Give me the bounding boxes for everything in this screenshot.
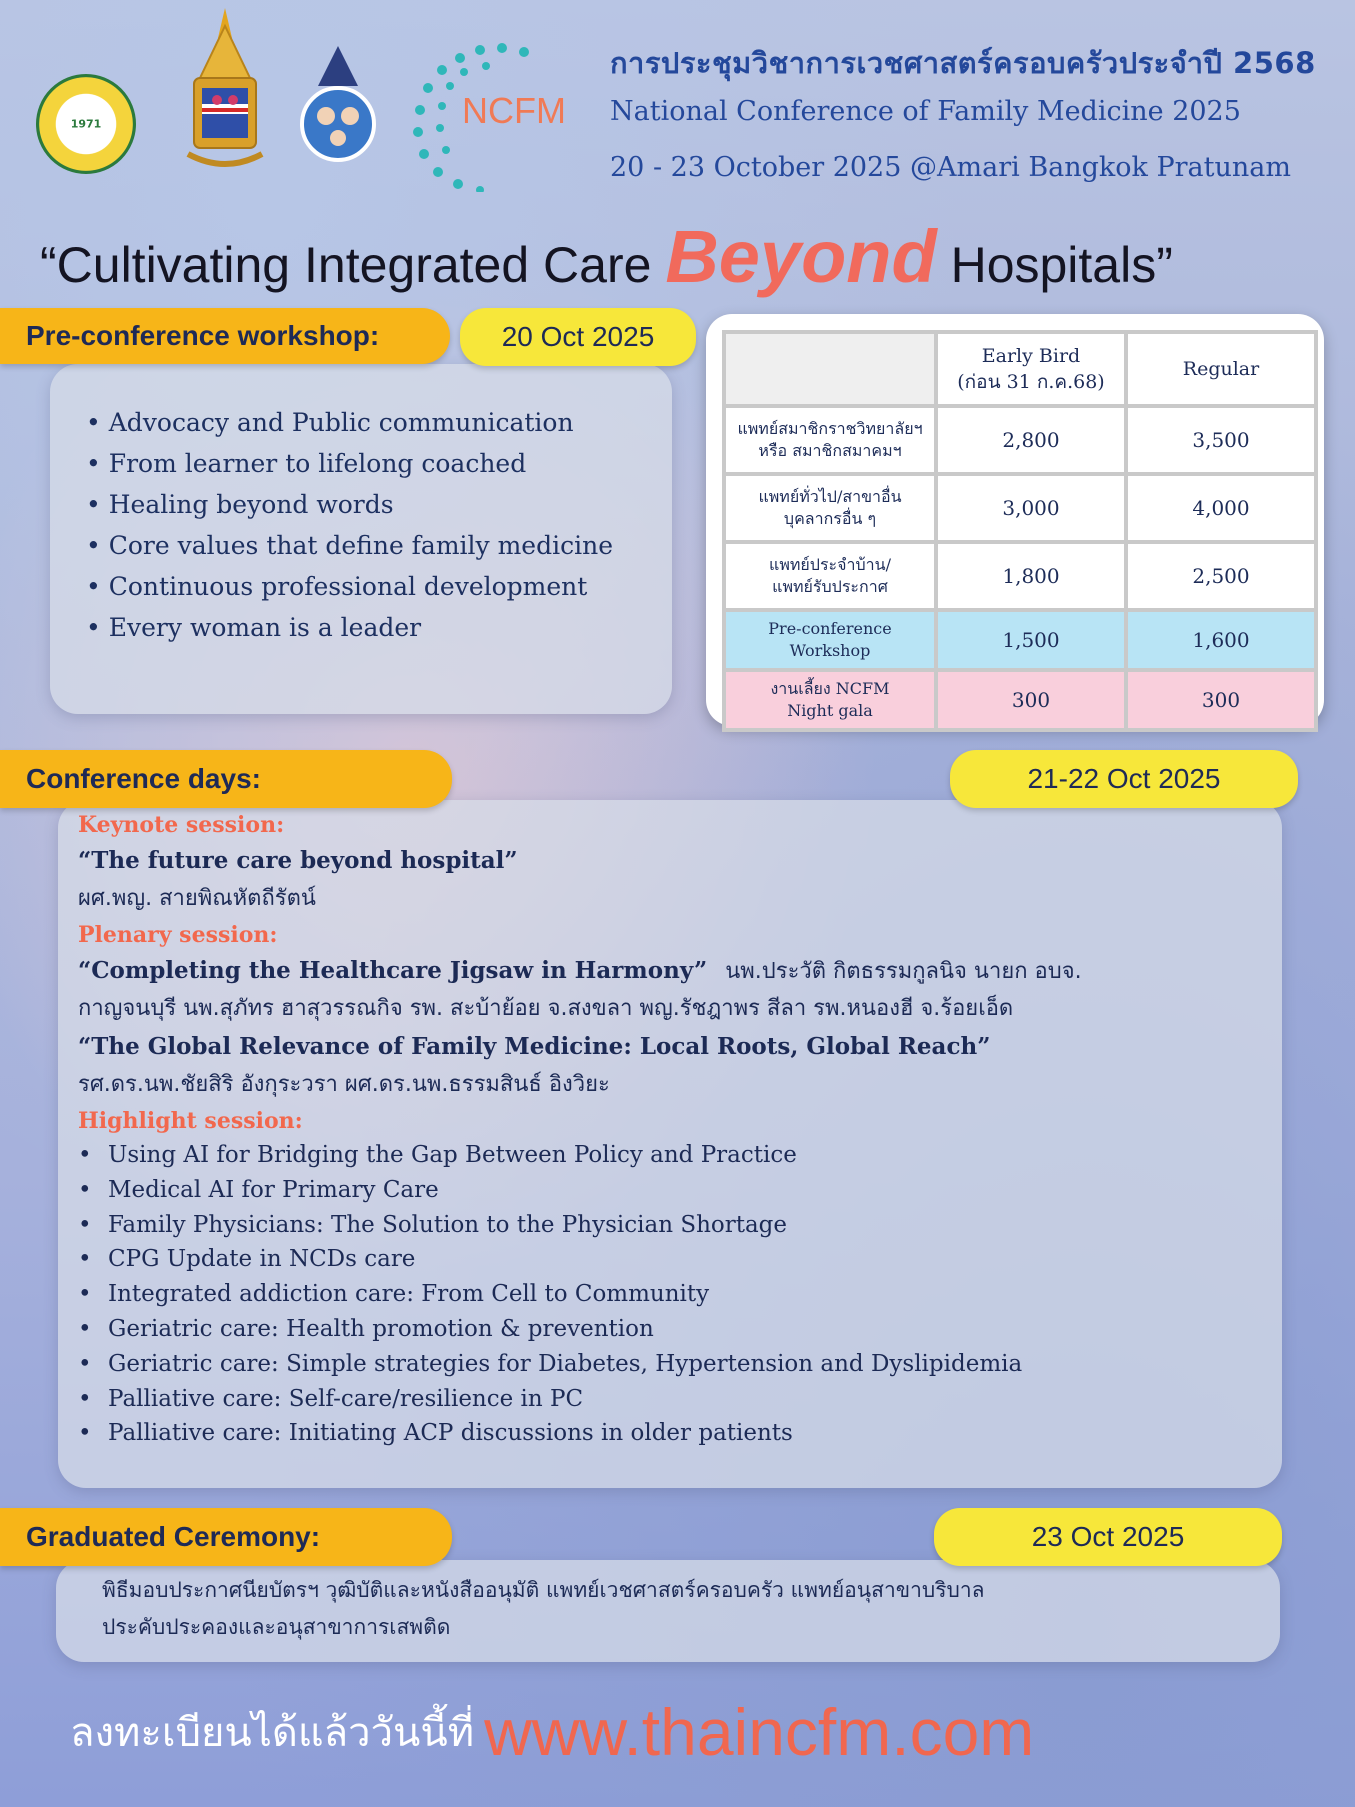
highlight-item: • CPG Update in NCDs care — [78, 1242, 1268, 1277]
conference-date: 21-22 Oct 2025 — [950, 750, 1298, 808]
workshop-item: • Advocacy and Public communication — [86, 402, 613, 443]
theme-open-quote: “ — [40, 237, 57, 293]
pricing-regular-value: 4,000 — [1128, 476, 1314, 540]
ncfm-logo — [402, 40, 588, 192]
gpfp-association-logo — [36, 74, 136, 174]
society-logo — [298, 46, 378, 168]
gpfp-logo-year: 1971 — [70, 117, 102, 131]
plenary1-title: “Completing the Healthcare Jigsaw in Harmony” — [78, 957, 708, 984]
conference-label: Conference days: — [0, 750, 452, 808]
register-text: ลงทะเบียนได้แล้ววันนี้ที่ — [70, 1710, 475, 1756]
pricing-row-label: แพทย์ประจำบ้าน/ แพทย์รับประกาศ — [726, 544, 934, 608]
plenary-session-1 — [78, 952, 1268, 990]
conference-date-venue: 20 - 23 October 2025 @Amari Bangkok Pratunam — [610, 152, 1291, 183]
theme-close-quote: ” — [1156, 237, 1173, 293]
pricing-row-label: Pre-conference Workshop — [726, 612, 934, 668]
pricing-row — [726, 408, 1314, 472]
workshop-item: • Continuous professional development — [86, 566, 613, 607]
highlight-item: • Geriatric care: Simple strategies for Diabetes, Hypertension and Dyslipidemia — [78, 1347, 1268, 1382]
workshop-item: • Core values that define family medicine — [86, 525, 613, 566]
registration-footer — [70, 1694, 1320, 1770]
workshop-item: • Healing beyond words — [86, 484, 613, 525]
plenary2-speakers: รศ.ดร.นพ.ชัยสิริ อังกุระวรา ผศ.ดร.นพ.ธรรมสินธ์ อิงวิยะ — [78, 1072, 610, 1097]
conference-content — [78, 808, 1268, 1451]
highlight-item: • Medical AI for Primary Care — [78, 1173, 1268, 1208]
pricing-header-blank — [726, 334, 934, 404]
theme-part2: Hospitals — [936, 237, 1157, 293]
graduation-line-1: พิธีมอบประกาศนียบัตรฯ วุฒิบัติและหนังสืออนุมัติ แพทย์เวชศาสตร์ครอบครัว แพทย์อนุสาขาบริบาล — [102, 1578, 985, 1602]
pricing-row — [726, 544, 1314, 608]
pricing-regular-value: 3,500 — [1128, 408, 1314, 472]
pricing-table-card — [706, 314, 1324, 726]
workshop-item: • From learner to lifelong coached — [86, 443, 613, 484]
registration-link[interactable]: www.thaincfm.com — [484, 1695, 1035, 1769]
pricing-header-early — [938, 334, 1124, 404]
pricing-early-value: 3,000 — [938, 476, 1124, 540]
pricing-row-label: งานเลี้ยง NCFM Night gala — [726, 672, 934, 728]
pricing-early-value: 1,800 — [938, 544, 1124, 608]
highlight-list — [78, 1138, 1268, 1451]
highlight-item: • Palliative care: Initiating ACP discussions in older patients — [78, 1416, 1268, 1451]
theme-part1: Cultivating Integrated Care — [56, 237, 666, 293]
highlight-item: • Geriatric care: Health promotion & prevention — [78, 1312, 1268, 1347]
early-bird-deadline: (ก่อน 31 ก.ค.68) — [957, 371, 1105, 393]
pricing-regular-value: 2,500 — [1128, 544, 1314, 608]
pricing-early-value: 2,800 — [938, 408, 1124, 472]
graduation-label: Graduated Ceremony: — [0, 1508, 452, 1566]
plenary-label: Plenary session: — [78, 922, 278, 948]
pricing-row-label: แพทย์ทั่วไป/สาขาอื่น บุคลากรอื่น ๆ — [726, 476, 934, 540]
pricing-header-regular: Regular — [1128, 334, 1314, 404]
highlight-label: Highlight session: — [78, 1108, 303, 1134]
keynote-title: “The future care beyond hospital” — [78, 847, 518, 874]
royal-college-logo — [180, 8, 270, 170]
graduation-description — [102, 1572, 1272, 1646]
keynote-speaker: ผศ.พญ. สายพิณหัตถีรัตน์ — [78, 886, 316, 911]
workshop-item: • Every woman is a leader — [86, 607, 613, 648]
theme-slogan — [40, 214, 1330, 299]
theme-highlight: Beyond — [665, 215, 937, 298]
pricing-regular-value: 300 — [1128, 672, 1314, 728]
preconference-label: Pre-conference workshop: — [0, 308, 450, 364]
pricing-early-value: 300 — [938, 672, 1124, 728]
preconference-date: 20 Oct 2025 — [460, 308, 696, 366]
pricing-early-value: 1,500 — [938, 612, 1124, 668]
pricing-row-label: แพทย์สมาชิกราชวิทยาลัยฯ หรือ สมาชิกสมาคมฯ — [726, 408, 934, 472]
plenary1-speakers-cont: กาญจนบุรี นพ.สุภัทร ฮาสุวรรณกิจ รพ. สะบ้าย้อย จ.สงขลา พญ.รัชฎาพร สีลา รพ.หนองฮี จ.ร้อยเอ็ด — [78, 996, 1014, 1021]
highlight-item: • Integrated addiction care: From Cell to Community — [78, 1277, 1268, 1312]
graduation-date: 23 Oct 2025 — [934, 1508, 1282, 1566]
graduation-line-2: ประคับประคองและอนุสาขาการเสพติด — [102, 1615, 451, 1639]
keynote-label: Keynote session: — [78, 812, 285, 838]
highlight-item: • Using AI for Bridging the Gap Between Policy and Practice — [78, 1138, 1268, 1173]
pricing-row-gala — [726, 672, 1314, 728]
pricing-regular-value: 1,600 — [1128, 612, 1314, 668]
highlight-item: • Palliative care: Self-care/resilience in PC — [78, 1382, 1268, 1417]
workshop-list — [86, 402, 613, 648]
pricing-row — [726, 476, 1314, 540]
early-bird-label: Early Bird — [981, 345, 1081, 367]
ncfm-logo-text: NCFM — [462, 90, 566, 131]
conference-title-thai: การประชุมวิชาการเวชศาสตร์ครอบครัวประจำปี 2568 — [610, 46, 1316, 80]
conference-title-english: National Conference of Family Medicine 2025 — [610, 96, 1241, 127]
plenary1-speaker: นพ.ประวัติ กิตธรรมกูลนิจ นายก อบจ. — [725, 959, 1082, 984]
pricing-row-workshop — [726, 612, 1314, 668]
plenary2-title: “The Global Relevance of Family Medicine: Local Roots, Global Reach” — [78, 1033, 991, 1060]
pricing-table — [722, 330, 1318, 732]
highlight-item: • Family Physicians: The Solution to the Physician Shortage — [78, 1208, 1268, 1243]
